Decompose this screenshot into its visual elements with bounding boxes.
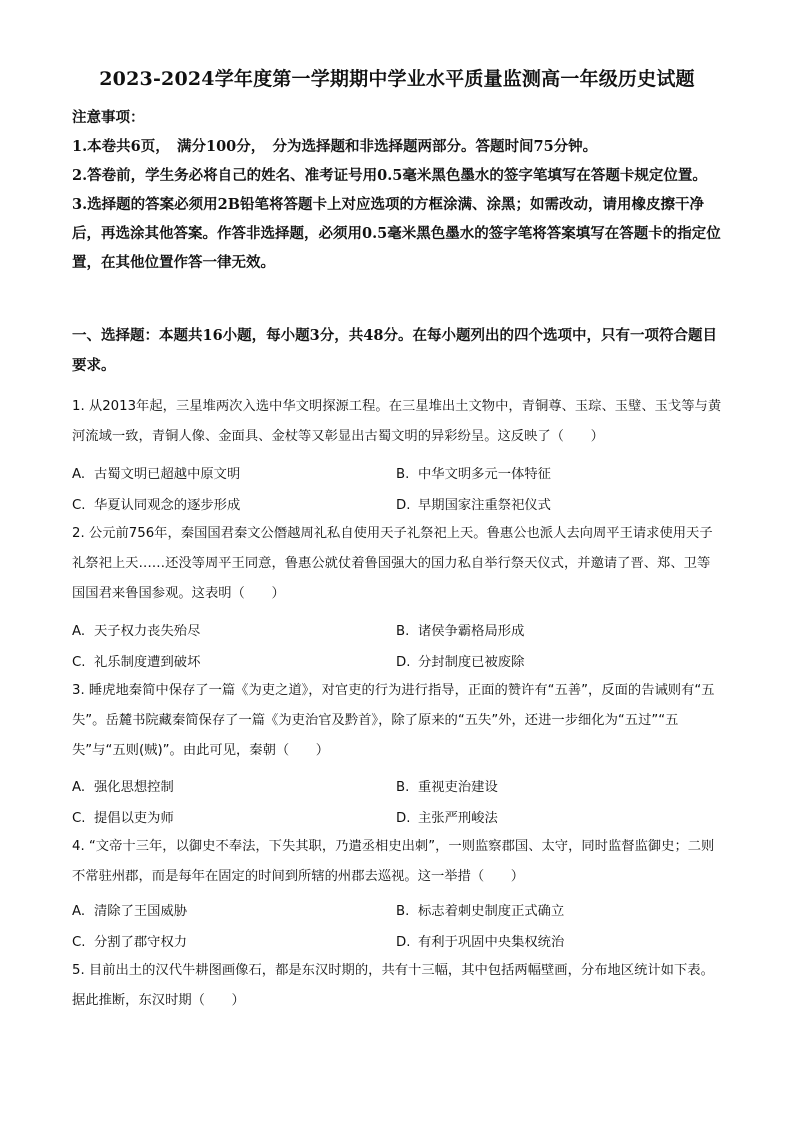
question-2	[72, 519, 722, 609]
option-c: C. 礼乐制度遭到破坏	[72, 655, 201, 670]
question-stem: 1. 从2013年起，三星堆两次入选中华文明探源工程。在三星堆出土文物中，青铜尊、玉琮、玉璧、玉戈等与黄河流域一致，青铜人像、金面具、金杖等又彰显出古蜀文明的异彩纷呈。这反映了（ ）	[72, 399, 722, 444]
option-d: D. 分封制度已被废除	[396, 655, 525, 670]
notice-item: 2.答卷前，学生务必将自己的姓名、准考证号用0.5毫米黑色墨水的签字笔填写在答题卡规定位置。	[72, 167, 707, 184]
question-stem: 3. 睡虎地秦简中保存了一篇《为吏之道》，对官吏的行为进行指导，正面的赞许有“五善”，反面的告诫则有“五失”。岳麓书院藏秦简保存了一篇《为吏治官及黔首》，除了原来的“五失”外，还进一步细化为“五过”“五失”与“五则(贼)”。由此可见，秦朝（ ）	[72, 683, 715, 758]
option-b: B. 重视吏治建设	[396, 780, 498, 795]
question-stem: 4. “文帝十三年，以御史不奉法，下失其职，乃遣丞相史出刺”，一则监察郡国、太守，同时监督监御史；二则不常驻州郡，而是每年在固定的时间到所辖的州郡去巡视。这一举措（ ）	[72, 839, 715, 884]
option-a: A. 天子权力丧失殆尽	[72, 624, 201, 639]
option-d: D. 有利于巩固中央集权统治	[396, 935, 565, 950]
option-d: D. 早期国家注重祭祀仪式	[396, 498, 551, 513]
question-stem: 5. 目前出土的汉代牛耕图画像石，都是东汉时期的，共有十三幅，其中包括两幅壁画，分布地区统计如下表。据此推断，东汉时期（ ）	[72, 963, 714, 1008]
exam-title: 2023-2024学年度第一学期期中学业水平质量监测高一年级历史试题	[99, 68, 695, 90]
notice-block	[72, 103, 722, 277]
option-a: A. 古蜀文明已超越中原文明	[72, 467, 241, 482]
option-a: A. 清除了王国威胁	[72, 904, 188, 919]
option-b: B. 标志着刺史制度正式确立	[396, 904, 565, 919]
option-c: C. 华夏认同观念的逐步形成	[72, 498, 241, 513]
option-d: D. 主张严刑峻法	[396, 811, 498, 826]
question-3	[72, 676, 722, 766]
question-5	[72, 956, 722, 1016]
question-4	[72, 832, 722, 892]
option-b: B. 中华文明多元一体特征	[396, 467, 551, 482]
notice-heading: 注意事项：	[72, 109, 145, 126]
option-b: B. 诸侯争霸格局形成	[396, 624, 525, 639]
question-1	[72, 392, 722, 452]
option-a: A. 强化思想控制	[72, 780, 174, 795]
option-c: C. 提倡以吏为师	[72, 811, 174, 826]
notice-item: 1.本卷共6页， 满分100分， 分为选择题和非选择题两部分。答题时间75分钟。	[72, 138, 598, 155]
section-heading: 一、选择题：本题共16小题，每小题3分，共48分。在每小题列出的四个选项中，只有一项符合题目要求。	[72, 327, 717, 374]
option-c: C. 分割了郡守权力	[72, 935, 188, 950]
notice-item: 3.选择题的答案必须用2B铅笔将答题卡上对应选项的方框涂满、涂黑；如需改动，请用橡皮擦干净后，再选涂其他答案。作答非选择题，必须用0.5毫米黑色墨水的签字笔将答案填写在答题卡的指定位置，在其他位置作答一律无效。	[72, 196, 721, 271]
question-stem: 2. 公元前756年，秦国国君秦文公僭越周礼私自使用天子礼祭祀上天。鲁惠公也派人去向周平王请求使用天子礼祭祀上天……还没等周平王同意，鲁惠公就仗着鲁国强大的国力私自举行祭天仪式，并邀请了晋、郑、卫等国国君来鲁国参观。这表明（ ）	[72, 526, 713, 601]
